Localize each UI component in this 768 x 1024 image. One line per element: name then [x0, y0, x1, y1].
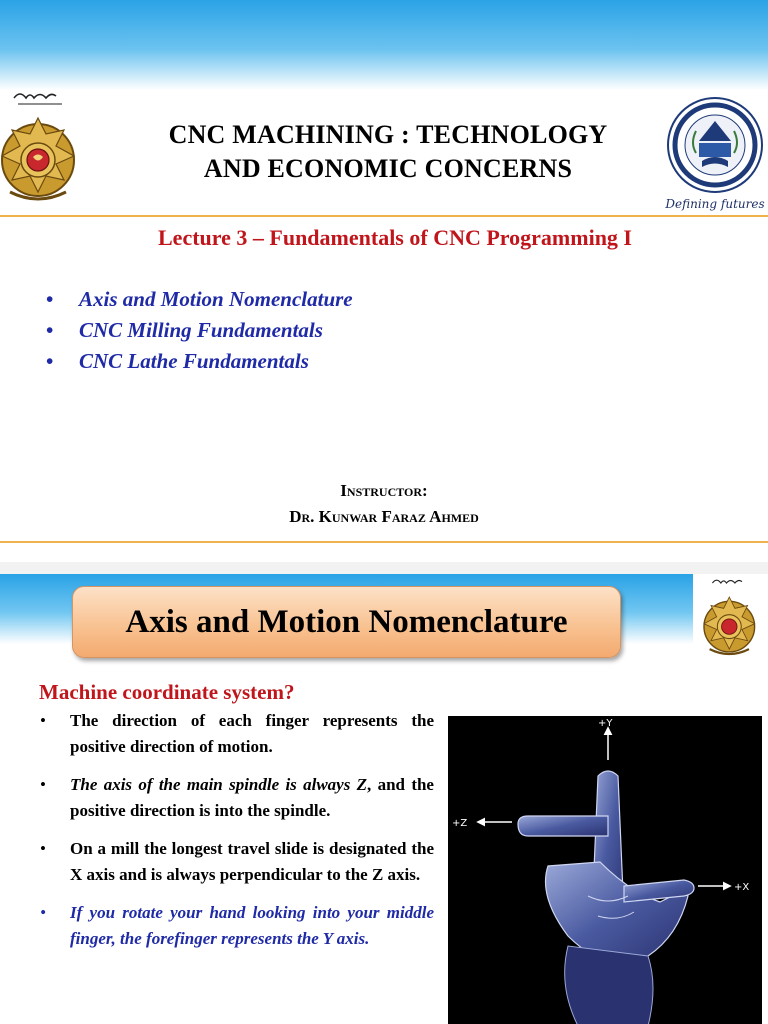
topic-text: Axis and Motion Nomenclature: [79, 287, 353, 311]
bullet-item: [40, 708, 434, 760]
bullet-text: On a mill the longest travel slide is designated the X axis and is always perpendicular to the Z axis.: [70, 839, 434, 884]
content-slide: [0, 574, 768, 1024]
bullet-item: [40, 836, 434, 888]
topic-text: CNC Lathe Fundamentals: [79, 349, 309, 373]
bullet-text-italic: The axis of the main spindle is always Z: [70, 775, 368, 794]
header-divider: [0, 215, 768, 217]
topic-list: [46, 284, 353, 377]
bullet-marker: •: [46, 318, 54, 342]
hand-axes-illustration: [448, 716, 762, 1024]
x-axis-label: +X: [734, 882, 750, 893]
y-axis-label: +Y: [598, 718, 613, 729]
crest-frame: [693, 574, 768, 669]
bullet-marker: •: [40, 839, 46, 858]
slide-gap: [0, 562, 768, 574]
instructor-block: [0, 478, 768, 530]
lecture-heading: Lecture 3 – Fundamentals of CNC Programming I: [158, 225, 632, 250]
university-tagline: Defining futures: [665, 197, 765, 211]
title-line-1: CNC MACHINING : TECHNOLOGY: [168, 120, 608, 149]
bullet-text: The direction of each finger represents the positive direction of motion.: [70, 711, 434, 756]
bullet-marker: •: [40, 903, 46, 922]
topic-text: CNC Milling Fundamentals: [79, 318, 323, 342]
topic-item: [46, 346, 353, 377]
bullet-marker: •: [46, 287, 54, 311]
bullet-item: [40, 900, 434, 952]
bullet-marker: •: [40, 711, 46, 730]
footer-divider: [0, 541, 768, 543]
slide-title-banner: [72, 586, 621, 658]
college-crest-icon: [0, 88, 78, 216]
bullet-marker: •: [46, 349, 54, 373]
bullet-marker: •: [40, 775, 46, 794]
hand-shape: [518, 771, 694, 1024]
topic-item: [46, 284, 353, 315]
bullet-text: , and the positive direction is into the spindle.: [70, 775, 434, 820]
slide-title: Axis and Motion Nomenclature: [125, 604, 568, 640]
bullet-text: If you rotate your hand looking into your middle finger, the forefinger represents the Y axis.: [70, 903, 434, 948]
topic-item: [46, 315, 353, 346]
bullet-item: [40, 772, 434, 824]
presentation-title: [110, 118, 666, 186]
section-question: Machine coordinate system?: [39, 680, 295, 704]
university-seal-icon: [666, 95, 764, 213]
college-crest-icon: [695, 576, 765, 666]
instructor-label: Instructor:: [340, 481, 428, 500]
z-axis-label: +Z: [452, 818, 468, 829]
right-hand-rule-figure: [448, 716, 762, 1024]
title-line-2: AND ECONOMIC CONCERNS: [203, 154, 573, 183]
instructor-name: Dr. Kunwar Faraz Ahmed: [289, 507, 479, 526]
sky-gradient-header: [0, 0, 768, 90]
bullet-list: [40, 708, 434, 964]
